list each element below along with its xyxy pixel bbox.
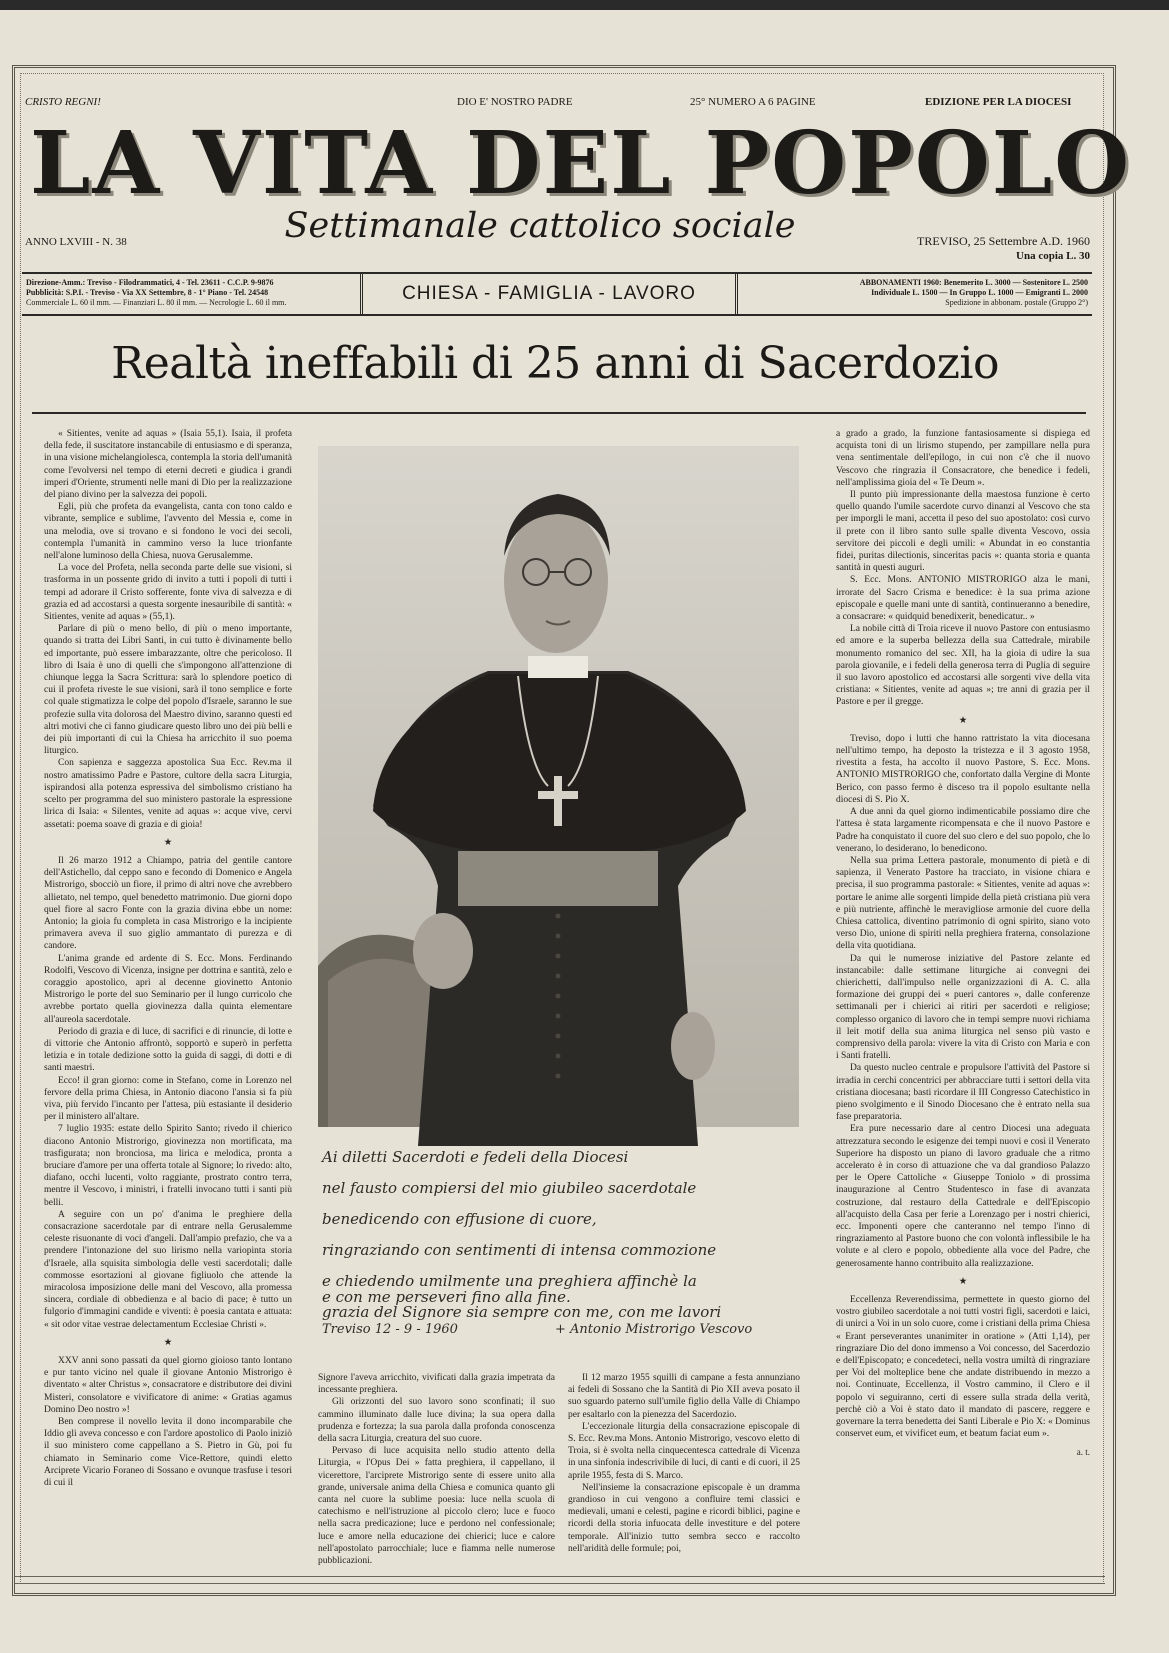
paragraph: Nell'insieme la consacrazione episcopale è un dramma grandioso in cui vengono a confluire temi classici e medievali, umani e celesti, pagine e ricordi biblici, pagine e ricordi della storia infuocata delle investiture e del potere temporale. All'inizio tutto sembra secco e raccolto nell'aridità delle formule; poi, (568, 1482, 800, 1554)
paragraph: Eccellenza Reverendissima, permettete in questo giorno del vostro giubileo sacerdotale a noi tutti vostri figli, sacerdoti e laici, di unirci a Voi in un solo cuore, come i cristiani della prima Chiesa « Erant perseverantes unanimiter in oratione » (Atti 1,14), per ringraziare Dio del dono immenso a Voi concesso, del Sacerdozio e dell'Episcopato; e concedeteci, nella vostra umiltà di ringraziare per Voi del molteplice bene che andate distribuendo in mezzo a noi. Continuate, Eccellenza, il Vostro cammino, il Clero e il popolo vi seguiranno, certi di essere sulla strada della verità, perchè ciò a Voi è stato dato il mandato di pascere, reggere e governare la terra benedetta dei Santi Liberale e Pio X: « Dominus conservet eum, et vivificet eum, et beatum faciat eum ». (836, 1295, 1090, 1440)
paragraph: Periodo di grazia e di luce, di sacrifici e di rinuncie, di lotte e di vittorie che Antonio affrontò, sopportò e superò in perfetta letizia e in totale dedizione sotto la guida di saggi, di dotti e di santi maestri. (44, 1026, 292, 1074)
price: Una copia L. 30 (1016, 250, 1090, 262)
handwritten-signature: + Antonio Mistrorigo Vescovo (555, 1322, 753, 1337)
dateline: TREVISO, 25 Settembre A.D. 1960 (917, 234, 1090, 248)
paragraph: 7 luglio 1935: estate dello Spirito Santo; rivedo il chierico diacono Antonio Mistrorigo, giovinezza non mortificata, ma trasfigurata; non bronciosa, ma lirica e melodica, pronta a bruciare d'amore per una offerta totale al Signore; lo rivedo: alto, diafano, occhi lucenti, volto raggiante, prostrato contro terra, mentre il Vescovo, i ministri, i fratelli invocano tutti i santi più belli. (44, 1124, 292, 1208)
author-initials: a. t. (1076, 1447, 1090, 1458)
handwritten-line: benedicendo con effusione di cuore, (322, 1210, 597, 1228)
paragraph: L'anima grande ed ardente di S. Ecc. Mons. Ferdinando Rodolfi, Vescovo di Vicenza, insigne per dottrina e santità, zelo e coraggio apostolico, aprì al decenne giovinetto Antonio Mistrorigo le porte del suo Seminario per il lungo curricolo che avrebbe portato quella giovinezza dalla quinta elementare all'aureola sacerdotale. (44, 953, 292, 1025)
handwritten-line: e con me perseveri fino alla fine. (322, 1288, 571, 1306)
newspaper-page (0, 10, 1169, 1653)
subscription-line: Individuale L. 1500 — In Gruppo L. 1000 — Emigranti L. 2000 (871, 288, 1088, 297)
headline-rule (32, 412, 1086, 414)
section-star: ★ (958, 715, 968, 726)
edition-label: EDIZIONE PER LA DIOCESI (925, 96, 1072, 108)
article-column-4 (836, 428, 1090, 1568)
direction-line: Direzione-Amm.: Treviso - Filodrammatici, 4 - Tel. 23611 - C.C.P. 9-9876 (26, 278, 274, 287)
paragraph: XXV anni sono passati da quel giorno gioioso tanto lontano e pur tanto vicino nel quale il giovane Antonio Mistrorigo è diventato « alter Christus », consacratore e distributore dei divini Misteri, consolatore e vivificatore di anime: « Gratias agamus Domino Deo nostro »! (44, 1356, 292, 1415)
advertising-line: Pubblicità: S.P.I. - Treviso - Via XX Settembre, 8 - 1° Piano - Tel. 24548 (26, 288, 269, 297)
handwritten-date: Treviso 12 - 9 - 1960 (322, 1322, 458, 1337)
handwritten-line: Ai diletti Sacerdoti e fedeli della Diocesi (322, 1148, 629, 1166)
subscription-info (748, 278, 1088, 308)
paragraph: Il punto più impressionante della maestosa funzione è certo quello quando l'umile sacerdote curvo dinanzi al Vescovo che sta per imporgli le mani, accetta il peso del suo apostolato: così curvo il prete con il libro santo sulle spalle diventa Vescovo, ossia servitore dei piccoli e degli umili: « Abundat in eo constantia fidei, puritas dilectionis, sinceritas pacis »: quanta storia e quanta santità in questi auguri. (836, 490, 1090, 574)
newspaper-subtitle: Settimanale cattolico sociale (284, 206, 796, 246)
paragraph: « Sitientes, venite ad aquas » (Isaia 55,1). Isaia, il profeta della fede, il suscitatore instancabile di entusiasmo e di speranza, in una visione michelangiolesca, contempla la storia dell'umanità come l'evolversi nel tempo di eterni decreti e giudica i grandi imperi d'Oriente, strumenti nelle mani di Dio per la realizzazione del piano divino per la salvezza dei popoli. (44, 429, 292, 501)
paragraph: Da qui le numerose iniziative del Pastore zelante ed instancabile: dalle settimane liturgiche ai convegni dei chierichetti, dall'impulso nelle organizzazioni di A. C. alla formazione dei gruppi dei « pueri cantores », dalle conferenze settimanali per i chierici ai ritiri per sacerdoti e religiose; complesso organico di lavoro che in tempi sempre nuovi richiama il leit motif della sua anima liturgica nel senso più vasto e comprensivo della parola: vivere la vita di Cristo con Maria e con i Santi fratelli. (836, 953, 1090, 1062)
bottom-ornament (15, 1576, 1105, 1584)
direction-info (26, 278, 346, 308)
rates-line: Commerciale L. 60 il mm. — Finanziari L. 80 il mm. — Necrologie L. 60 il mm. (26, 298, 287, 307)
paragraph: Gli orizzonti del suo lavoro sono sconfinati; il suo cammino illuminato dalle luce divina; la sua opera dalla prudenza e fortezza; la sua parola dalla profonda conoscenza della sacra Liturgia, creatura del suo cuore. (318, 1397, 555, 1445)
paragraph: Treviso, dopo i lutti che hanno rattristato la vita diocesana nell'ultimo tempo, ha deposto la tristezza e il 3 agosto 1958, rivestita a festa, ha accolto il nuovo Pastore, S. Ecc. Mons. ANTONIO MISTRORIGO che, confortato dalla Vergine di Monte Berico, con passo fermo è disceso tra il popolo esultante nella diocesi di S. Pio X. (836, 733, 1090, 805)
center-motto: DIO E' NOSTRO PADRE (457, 96, 573, 108)
paragraph: L'eccezionale liturgia della consacrazione episcopale di S. Ecc. Rev.ma Mons. Antonio Mistrorigo, vescovo eletto di Troia, si è svolta nella cinquecentesca cattedrale di Vicenza in una sinfonia indescrivibile di luci, di canti e di cuori, il 25 aprile 1955, festa di S. Marco. (568, 1421, 800, 1481)
paragraph: a grado a grado, la funzione fantasiosamente si dispiega ed acquista toni di un lirismo stupendo, per zampillare nella pura vena sentimentale dell'epilogo, in cui non c'è che il nuovo Vescovo che ringrazia il Consacratore, che benedice i fedeli, nell'amplissima gioia del « Te Deum ». (836, 429, 1090, 488)
handwritten-line: e chiedendo umilmente una preghiera affinchè la (322, 1272, 697, 1290)
pages-note: 25° NUMERO A 6 PAGINE (690, 96, 816, 108)
article-column-2 (318, 1372, 555, 1567)
handwritten-line: nel fausto compiersi del mio giubileo sacerdotale (322, 1179, 697, 1197)
paragraph: Ben comprese il novello levita il dono incomparabile che Iddio gli aveva concesso e con l'ardore apostolico di Paolo iniziò il suo ministero come cappellano a S. Pietro in Gù, poi fu chiamato in Seminario come Vice-Rettore, quindi eletto Arciprete Vicario Foraneo di Sossano e ovunque trasfuse i tesori di cui il (44, 1417, 292, 1489)
paragraph: A due anni da quel giorno indimenticabile possiamo dire che l'attesa è stata largamente ricompensata e che il nuovo Pastore e Padre ha conquistato il cuore del suo clero e del suo popolo, che lo venerano, lo desiderano, lo benedicono. (836, 807, 1090, 854)
section-star: ★ (163, 1337, 173, 1348)
masthead-top-line (25, 96, 1095, 112)
newspaper-title: LA VITA DEL POPOLO (30, 113, 1132, 214)
paragraph: Pervaso di luce acquisita nello studio attento della Liturgia, « l'Opus Dei » fatta preghiera, il cappellano, il vicerettore, l'arciprete Mistrorigo sente di essere unito alla grande, universale anima della Chiesa e comunica quanto gli canta nel cuore la sublime poesia: luce nella scuola di catechismo e nell'istruzione al piccolo clero; luce e fuoco nella sacra predicazione; luce e perdono nel confessionale; luce e amore nella educazione dei chierici; luce e calore nell'apostolato parrocchiale; luce e fiamma nelle numerose pubblicazioni. (318, 1446, 555, 1567)
paragraph: La nobile città di Troia riceve il nuovo Pastore con entusiasmo ed amore e la superba bellezza della sua Cattedrale, mirabile monumento romanico del sec. XII, ha la gioia di udire la sua parola giovanile, e i fedeli della generosa terra di Puglia di seguire il suo lavoro apostolico ed accostarsi alle sorgenti vive della vita cristiana: « Sitientes, venite ad aquas »; tre anni di grazia per il Pastore e per il gregge. (836, 624, 1090, 708)
paragraph: A seguire con un po' d'anima le preghiere della consacrazione sacerdotale par di entrare nella Gerusalemme celeste risuonante di voci d'angeli. Dall'ampio prefazio, che va a prendere l'intonazione del suo lirismo nella variopinta storia d'Israele, alla squisita simbologia delle vesti sacerdotali; dalle commosse esortazioni al giovane figliuolo che attende la miracolosa imposizione delle mani del Vescovo, alla promessa sincera, cordiale di obbedienza e al bacio di pace; è tutto un fulgorio d'immagini candide e viventi: è poesia cantata e attuata: « sit odor vitae vestrae delectamentum Ecclesiae Christi ». (44, 1209, 292, 1330)
section-star: ★ (958, 1276, 968, 1287)
postal-line: Spedizione in abbonam. postale (Gruppo 2°) (945, 298, 1088, 307)
article-column-1 (44, 428, 292, 1568)
paragraph: Da questo nucleo centrale e propulsore l'attività del Pastore si irradia in cerchi concentrici per abbracciare tutti i settori della vita cristiana diocesana; basti ricordare il III Congresso Catechistico in pieno svolgimento e il Sinodo Diocesano che è entrato nella sua fase preparatoria. (836, 1063, 1090, 1123)
issue-number: ANNO LXVIII - N. 38 (25, 236, 127, 248)
left-motto: CRISTO REGNI! (25, 96, 101, 108)
paragraph: Il 26 marzo 1912 a Chiampo, patria del gentile cantore dell'Astichello, dal ceppo sano e fecondo di Domenico e Angela Mistrorigo, sbocciò un fiore, il primo di altri nove che avrebbero allietato, nel tempo, quel benedetto matrimonio. Due giorni dopo quel fiore al sacro Fonte con la grazia divina ebbe un nome: Antonio; la gioia fu completa in casa Mistrorigo e la incipiente primavera aveva il suo giglio ammantato di purezza e di candore. (44, 855, 292, 952)
paragraph: Signore l'aveva arricchito, vivificati dalla grazia impetrata da incessante preghiera. (318, 1373, 555, 1396)
paragraph: Nella sua prima Lettera pastorale, monumento di pietà e di sapienza, il Venerato Pastore ha tracciato, in visione chiara e precisa, il suo programma pastorale: « Sitientes, venite ad aquas »: portare le anime alle sorgenti limpide della pietà cristiana più vera e più nutriente, affinchè le meravigliose armonie del cuore della Chiesa cattolica, diventino patrimonio di ogni spirito, siano voto verso Dio, unione di spiriti nella preghiera fraterna, consolazione della vita quotidiana. (836, 855, 1090, 952)
paragraph: Egli, più che profeta da evangelista, canta con tono caldo e vibrante, semplice e sublime, l'avvento del Messia e, come in una melodia, ove si trovano e si fondono le voci dei secoli, contempla l'umanità in cammino verso la luce trionfante nell'alone luminoso della Chiesa, nuova Gerusalemme. (44, 502, 292, 562)
subscription-line: ABBONAMENTI 1960: Benemerito L. 3000 — Sostenitore L. 2500 (859, 278, 1088, 287)
paragraph: Era pure necessario dare al centro Diocesi una adeguata attrezzatura secondo le esigenze dei tempi nuovi e così il Venerato Superiore ha disposto un piano di lavoro graduale che a ritmo accelerato è in corso di attuazione che va dal grandioso Palazzo per le Opere Cattoliche « Giuseppe Toniolo » di prossima inaugurazione al Centro Studentesco in fase di avanzata costruzione, dal restauro della Cattedrale e dell'Episcopio all'acquisto della Casa per ferie a Lorenzago per i nostri chierici, ecc. Imponenti opere che canteranno nel tempo l'inno di ringraziamento al Pastore buono che con volontà inflessibile le ha volute e al clero e popolo, obbediente alla voce del Padre, che generosamente hanno contribuito alla realizzazione. (836, 1124, 1090, 1269)
paragraph: La voce del Profeta, nella seconda parte delle sue visioni, si trasforma in un possente grido di invito a tutti i popoli di tutti i tempi ad adorare il Cristo sofferente, fonte viva di salvezza e di grazia ed ad accostarsi a questa sorgente inesauribile di santità: « Sitientes, venite ad aquas » (55,1). (44, 563, 292, 623)
paragraph: Ecco! il gran giorno: come in Stefano, come in Lorenzo nel fervore della prima Chiesa, in Antonio diacono l'ansia si fa più viva, più fervido l'incanto per l'attesa, più estasiante il desiderio per il ministero all'altare. (44, 1075, 292, 1123)
paragraph: Con sapienza e saggezza apostolica Sua Ecc. Rev.ma il nostro amatissimo Padre e Pastore, cultore della sacra Liturgia, ispirandosi alla potenza espressiva del simbolismo cristiano ha scelto per programma del suo ministero pastorale la espressione lirica di Isaia: « Silentes, venite ad aquas »: acque vive, cervi assetati: poema soave di grazia e di gioia! (44, 758, 292, 830)
article-headline: Realtà ineffabili di 25 anni di Sacerdozio (111, 338, 999, 389)
handwritten-line: ringraziando con sentimenti di intensa commozione (322, 1241, 717, 1259)
paragraph: Il 12 marzo 1955 squilli di campane a festa annunziano ai fedeli di Sossano che la Santità di Pio XII aveva posato il suo sguardo paterno sull'umile figlio della Valle di Chiampo per esaltarlo con la pienezza del Sacerdozio. (568, 1373, 800, 1420)
bishop-portrait-photo (318, 446, 799, 1127)
handwritten-line: grazia del Signore sia sempre con me, con me lavori (322, 1303, 722, 1321)
article-column-3 (568, 1372, 800, 1552)
info-bar (22, 272, 1092, 316)
motto-box: CHIESA - FAMIGLIA - LAVORO (360, 274, 738, 314)
section-star: ★ (163, 837, 173, 848)
paragraph: S. Ecc. Mons. ANTONIO MISTRORIGO alza le mani, irrorate del Sacro Crisma e benedice: è la sua prima azione episcopale e quelle mani unte di santità, continueranno a benedire, a consacrare: « quidquid benedixerit, benedicatur.. » (836, 575, 1090, 623)
paragraph: Parlare di più o meno bello, di più o meno importante, quando si tratta dei Libri Santi, in cui tutto è divinamente bello ed importante, può essere imbarazzante, oltre che pericoloso. Il libro di Isaia è uno di quelli che s'impongono all'attenzione di chiunque legga la Sacra Scrittura: sarà lo splendore poetico di cui il profeta riveste le sue visioni, sarà il tono semplice e forte col quale stigmatizza le colpe del popolo d'Israele, saranno le sue profezie sulla vita dolorosa del Maestro divino, saranno questi ed altri motivi che ci fanno giudicare questo libro uno dei più belli e dei più importanti di cui la Chiesa ha arricchito il suo poema liturgico. (44, 624, 292, 757)
